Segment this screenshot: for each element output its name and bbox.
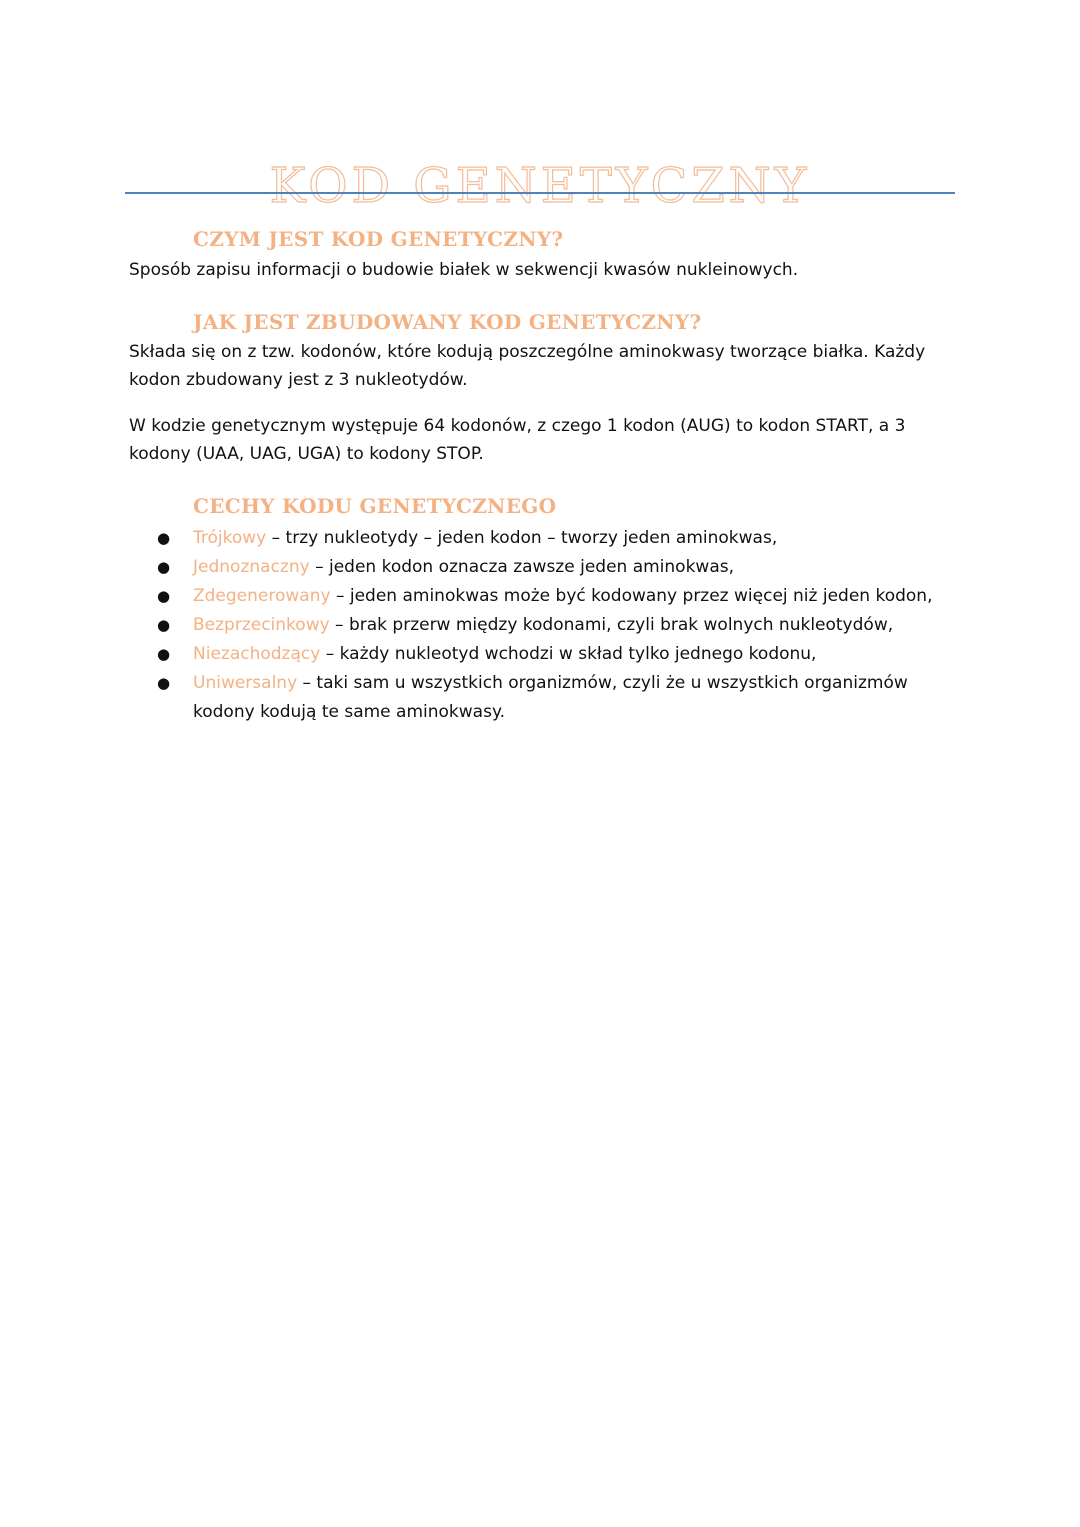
list-item: [155, 524, 965, 553]
feature-description: – jeden kodon oznacza zawsze jeden aminokwas,: [309, 557, 735, 577]
list-item: [155, 640, 965, 669]
paragraph-structure: Składa się on z tzw. kodonów, które kodują poszczególne aminokwasy tworzące białka. Każdy kodon zbudowany jest z 3 nukleotydów.: [129, 342, 926, 390]
bullet-icon: ●: [157, 529, 171, 547]
section-heading-features: CECHY KODU GENETYCZNEGO: [193, 494, 557, 518]
bullet-icon: ●: [157, 616, 171, 634]
section-heading-structure: JAK JEST ZBUDOWANY KOD GENETYCZNY?: [193, 310, 702, 334]
paragraph-codon-count: W kodzie genetycznym występuje 64 kodonów, z czego 1 kodon (AUG) to kodon START, a 3 kodony (UAA, UAG, UGA) to kodony STOP.: [129, 416, 906, 464]
section-heading-what-is: CZYM JEST KOD GENETYCZNY?: [193, 227, 564, 251]
feature-description: – jeden aminokwas może być kodowany przez więcej niż jeden kodon,: [330, 586, 933, 606]
bullet-icon: ●: [157, 674, 171, 692]
feature-description: – taki sam u wszystkich organizmów, czyli że u wszystkich organizmów kodony kodują te same aminokwasy.: [193, 673, 908, 722]
bullet-icon: ●: [157, 587, 171, 605]
feature-term: Niezachodzący: [193, 644, 321, 664]
feature-term: Uniwersalny: [193, 673, 298, 693]
features-list: [155, 524, 965, 727]
feature-description: – trzy nukleotydy – jeden kodon – tworzy jeden aminokwas,: [266, 528, 778, 548]
paragraph-definition: Sposób zapisu informacji o budowie białek w sekwencji kwasów nukleinowych.: [129, 260, 799, 280]
feature-term: Zdegenerowany: [193, 586, 331, 606]
feature-description: – brak przerw między kodonami, czyli brak wolnych nukleotydów,: [329, 615, 894, 635]
bullet-icon: ●: [157, 558, 171, 576]
title-underline: [125, 192, 955, 194]
bullet-icon: ●: [157, 645, 171, 663]
document-title: KOD GENETYCZNY: [269, 158, 811, 215]
list-item: [155, 611, 965, 640]
feature-term: Trójkowy: [193, 528, 267, 548]
feature-description: – każdy nukleotyd wchodzi w skład tylko jednego kodonu,: [320, 644, 817, 664]
feature-term: Bezprzecinkowy: [193, 615, 330, 635]
feature-term: Jednoznaczny: [193, 557, 310, 577]
list-item: [155, 582, 965, 611]
list-item: [155, 669, 965, 727]
list-item: [155, 553, 965, 582]
